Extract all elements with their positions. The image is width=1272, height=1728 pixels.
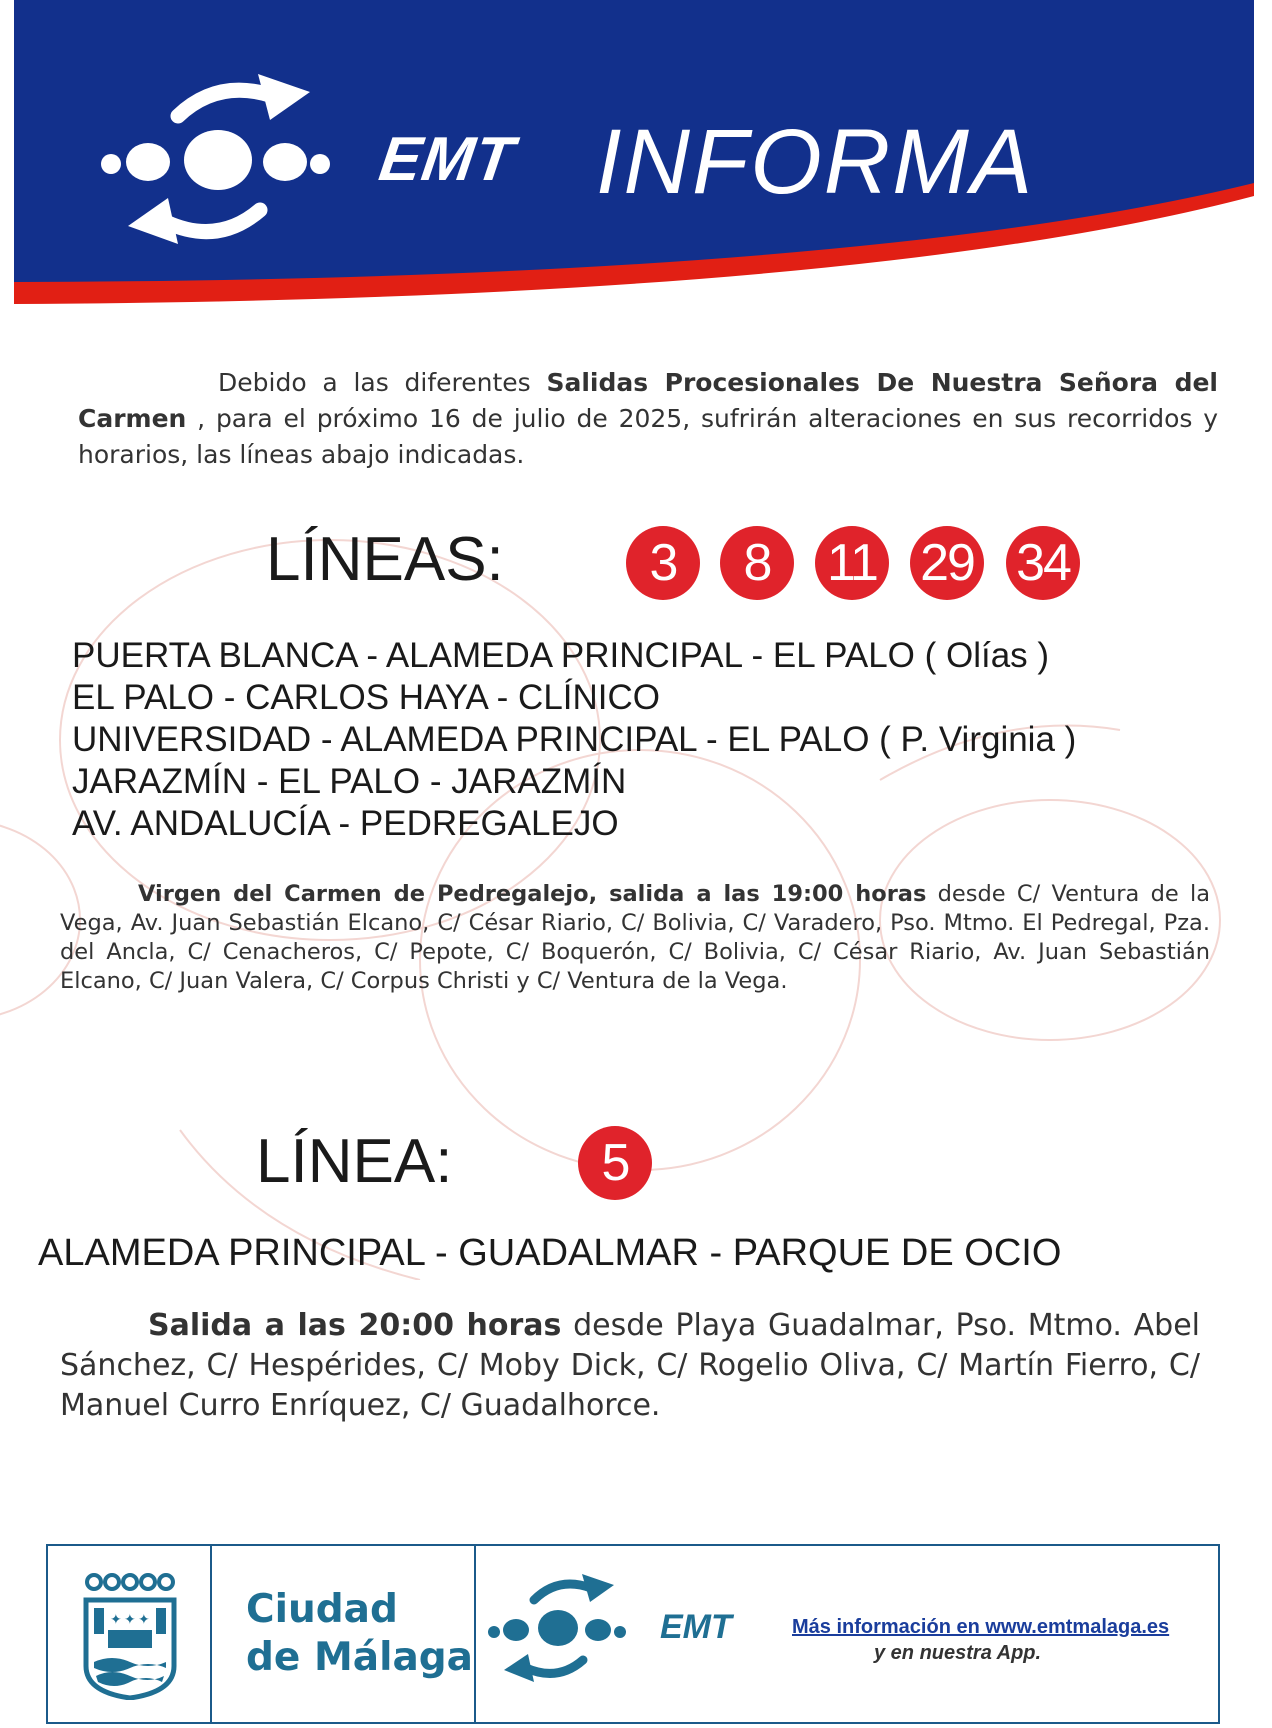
emt-logo-icon bbox=[98, 68, 388, 268]
line-badge: 8 bbox=[720, 526, 794, 600]
city-name-line-2: de Málaga bbox=[246, 1635, 473, 1680]
footer-box bbox=[46, 1544, 1220, 1724]
emt-footer-logo-text: EMT bbox=[660, 1608, 732, 1646]
header-banner bbox=[0, 0, 1272, 340]
more-info-link[interactable]: Más información en www.emtmalaga.es bbox=[792, 1616, 1170, 1638]
intro-paragraph bbox=[78, 365, 1218, 473]
footer-divider bbox=[474, 1546, 476, 1722]
line-badges bbox=[0, 522, 1272, 602]
intro-bold-event: Salidas Procesionales De Nuestra Señora del Carmen bbox=[78, 368, 1218, 433]
svg-text:✦: ✦ bbox=[124, 1612, 136, 1628]
route-line: JARAZMÍN - EL PALO - JARAZMÍN bbox=[72, 762, 627, 801]
page-title: INFORMA bbox=[596, 111, 1035, 213]
route-line: PUERTA BLANCA - ALAMEDA PRINCIPAL - EL PALO ( Olías ) bbox=[72, 636, 1050, 675]
city-shield-icon bbox=[82, 1570, 178, 1700]
line-badge: 11 bbox=[815, 526, 889, 600]
route-detail-paragraph bbox=[60, 880, 1210, 996]
route-detail-text: desde C/ Ventura de la Vega, Av. Juan Sebastián Elcano, C/ César Riario, C/ Bolivia, C/ Varadero, Pso. Mtmo. El Pedregal, Pza. del Ancla, C/ Cenacheros, C/ Pepote, C/ Boquerón, C/ Bolivia, C/ César Riario, Av. Juan Sebastián Elcano, C/ Juan Valera, C/ Corpus Christi y C/ Ventura de la Vega. bbox=[60, 881, 1210, 994]
city-name-line-1: Ciudad bbox=[246, 1587, 398, 1632]
line-badge: 3 bbox=[626, 526, 700, 600]
route-detail-bold: Salida a las 20:00 horas bbox=[148, 1308, 562, 1343]
route-detail-paragraph bbox=[60, 1306, 1200, 1426]
app-info-text: y en nuestra App. bbox=[874, 1642, 1042, 1664]
route-line: UNIVERSIDAD - ALAMEDA PRINCIPAL - EL PALO ( P. Virginia ) bbox=[72, 720, 1077, 759]
line-badge: 29 bbox=[910, 526, 984, 600]
route-line: AV. ANDALUCÍA - PEDREGALEJO bbox=[72, 804, 619, 843]
intro-text-1: Debido a las diferentes bbox=[218, 368, 547, 397]
footer-divider bbox=[210, 1546, 212, 1722]
line-badge: 34 bbox=[1006, 526, 1080, 600]
lines-heading: LÍNEAS: bbox=[266, 525, 504, 594]
emt-logo-text: EMT bbox=[375, 125, 519, 194]
route-detail-text: desde Playa Guadalmar, Pso. Mtmo. Abel Sánchez, C/ Hespérides, C/ Moby Dick, C/ Rogelio Oliva, C/ Martín Fierro, C/ Manuel Curro Enríquez, C/ Guadalhorce. bbox=[60, 1308, 1200, 1423]
route-detail-bold: Virgen del Carmen de Pedregalejo, salida a las 19:00 horas bbox=[138, 881, 927, 907]
route-line: EL PALO - CARLOS HAYA - CLÍNICO bbox=[72, 678, 661, 717]
emt-footer-logo-icon bbox=[486, 1570, 656, 1690]
route-line: ALAMEDA PRINCIPAL - GUADALMAR - PARQUE DE OCIO bbox=[38, 1232, 1062, 1274]
line-heading: LÍNEA: bbox=[256, 1127, 453, 1196]
svg-text:✦: ✦ bbox=[110, 1612, 122, 1628]
line-badge: 5 bbox=[578, 1126, 652, 1200]
svg-text:✦: ✦ bbox=[138, 1612, 150, 1628]
intro-text-2: , para el próximo 16 de julio de 2025, sufrirán alteraciones en sus recorridos y horarios, las líneas abajo indicadas. bbox=[78, 404, 1218, 469]
